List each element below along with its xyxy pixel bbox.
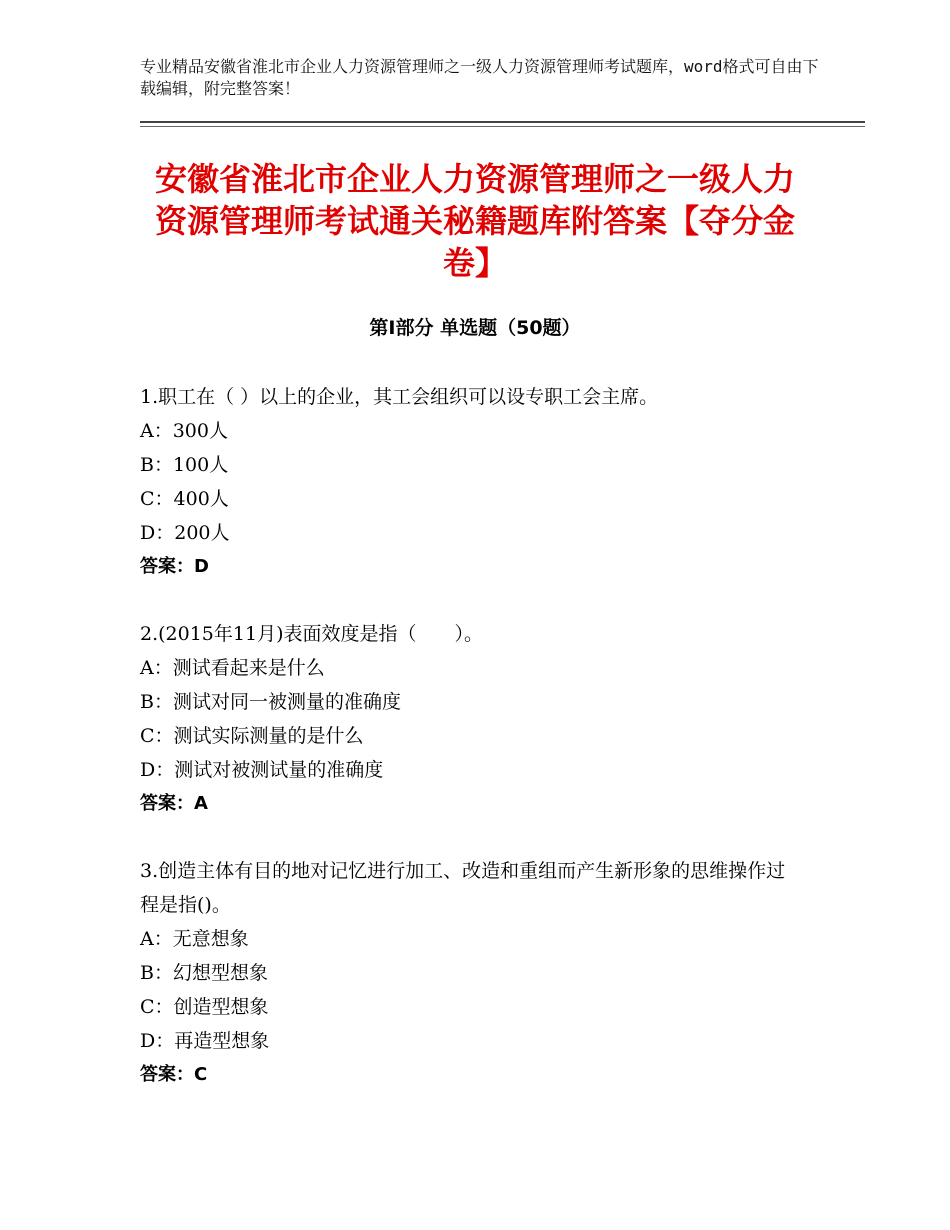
header-divider-thick	[140, 121, 865, 123]
option-a: A：300人	[140, 420, 228, 442]
option-b: B：幻想型想象	[140, 962, 268, 984]
section-title: 第Ⅰ部分 单选题（50题）	[369, 317, 581, 339]
question-item	[140, 854, 800, 1092]
option-a: A：测试看起来是什么	[140, 657, 325, 679]
option-b: B：测试对同一被测量的准确度	[140, 691, 401, 713]
option-c: C：创造型想象	[140, 996, 269, 1018]
answer: 答案：D	[140, 556, 209, 577]
answer: 答案：C	[140, 1064, 208, 1085]
option-a: A：无意想象	[140, 928, 249, 950]
option-d: D：测试对被测试量的准确度	[140, 759, 384, 781]
option-b: B：100人	[140, 454, 229, 476]
header-divider-thin	[140, 126, 865, 127]
question-stem: 3.创造主体有目的地对记忆进行加工、改造和重组而产生新形象的思维操作过程是指()。	[140, 860, 786, 916]
option-c: C：测试实际测量的是什么	[140, 725, 364, 747]
answer: 答案：A	[140, 793, 208, 814]
question-item	[140, 380, 800, 584]
document-title: 安徽省淮北市企业人力资源管理师之一级人力资源管理师考试通关秘籍题库附答案【夺分金卷】	[154, 160, 795, 282]
question-list	[140, 380, 800, 1125]
header-note: 专业精品安徽省淮北市企业人力资源管理师之一级人力资源管理师考试题库，word格式可自由下载编辑，附完整答案！	[140, 57, 819, 98]
option-d: D：再造型想象	[140, 1030, 270, 1052]
question-item	[140, 617, 800, 821]
question-stem: 1.职工在（ ）以上的企业，其工会组织可以设专职工会主席。	[140, 386, 659, 408]
option-d: D：200人	[140, 522, 230, 544]
question-stem: 2.(2015年11月)表面效度是指（ ）。	[140, 623, 483, 645]
option-c: C：400人	[140, 488, 229, 510]
